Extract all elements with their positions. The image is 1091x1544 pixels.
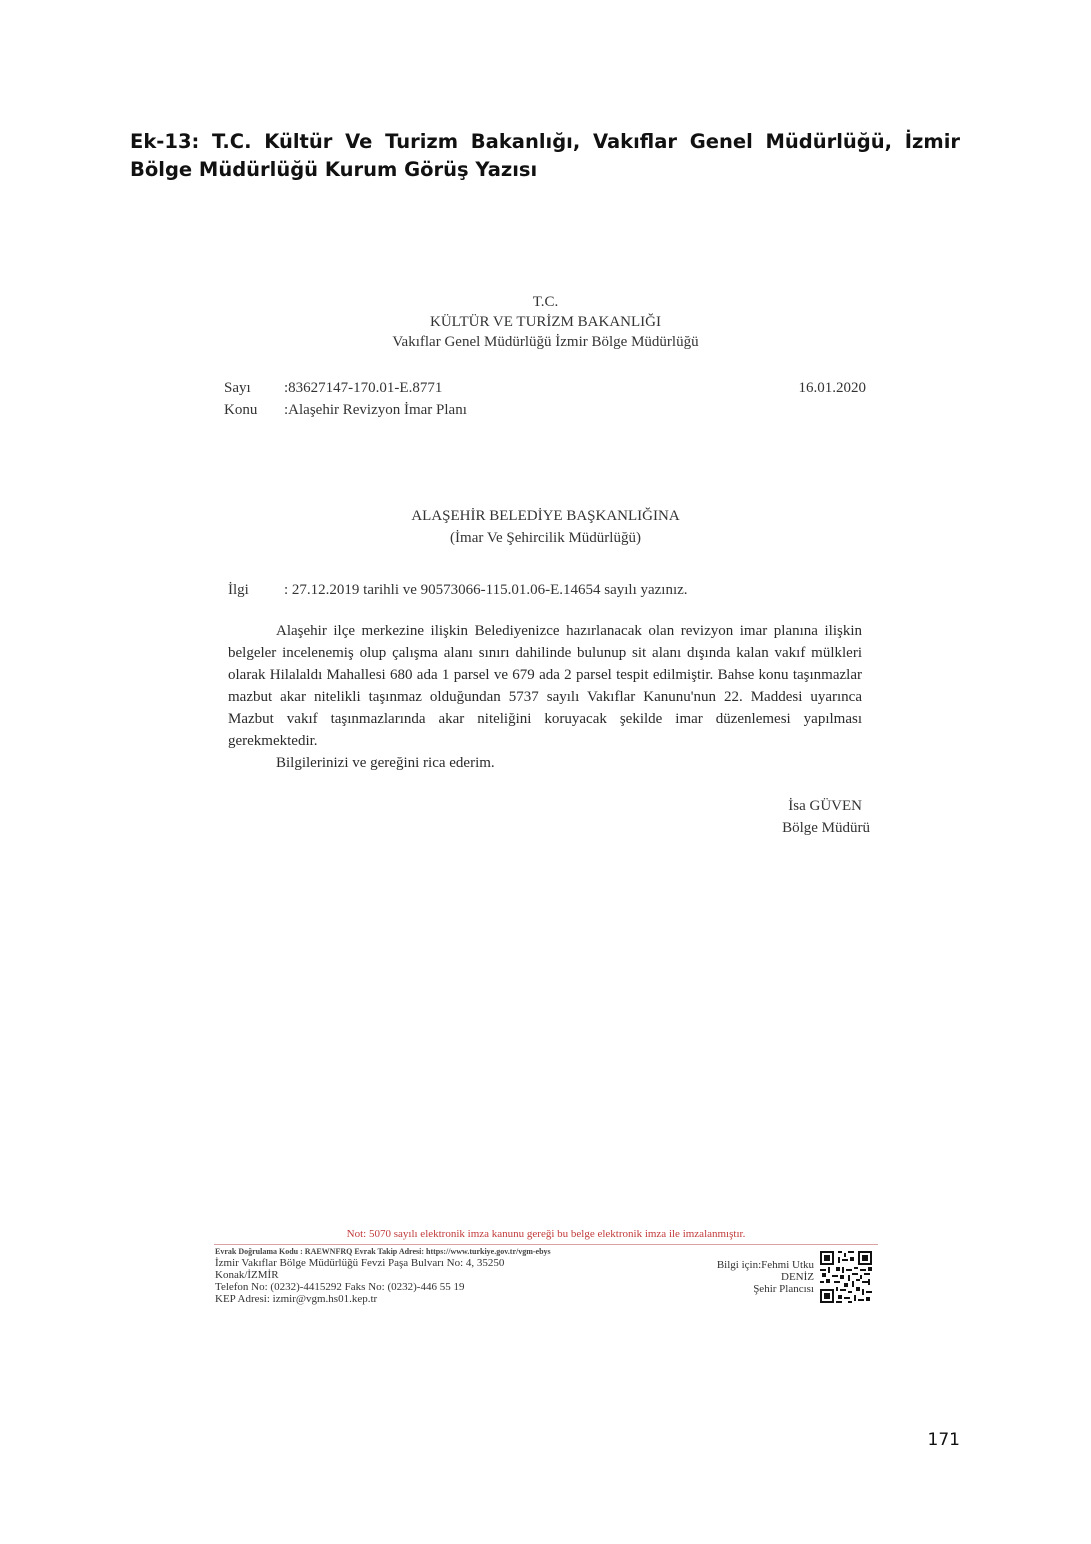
- letter-body: [228, 620, 862, 774]
- qr-code-icon: [820, 1251, 872, 1303]
- signer-name: İsa GÜVEN: [788, 798, 862, 814]
- meta-number-row: [224, 380, 442, 397]
- address-line-1: İzmir Vakıflar Bölge Müdürlüğü Fevzi Paşa Bulvarı No: 4, 35250: [215, 1257, 505, 1269]
- info-line-2: DENİZ: [781, 1271, 814, 1283]
- page-number: 171: [927, 1430, 960, 1450]
- org-ministry: KÜLTÜR VE TURİZM BAKANLIĞI: [430, 314, 661, 330]
- meta-subject-label: Konu: [224, 402, 258, 418]
- meta-date: 16.01.2020: [798, 380, 866, 396]
- kep-address: KEP Adresi: izmir@vgm.hs01.kep.tr: [215, 1293, 378, 1305]
- esign-note: Not: 5070 sayılı elektronik imza kanunu gereği bu belge elektronik imza ile imzalanmıştır.: [346, 1228, 746, 1240]
- org-directorate: Vakıflar Genel Müdürlüğü İzmir Bölge Müdürlüğü: [392, 334, 699, 350]
- body-paragraph-1: Alaşehir ilçe merkezine ilişkin Belediyenizce hazırlanacak olan revizyon imar planına ilişkin belgeler incelenemiş olup çalışma alanı sınırı dahilinde bulunup sit alanı dışında kalan vakıf mülkleri olarak Hilalaldı Mahallesi 680 ada 1 parsel ve 679 ada 2 parsel tespit edilmiştir. Bahse konu taşınmazlar mazbut akar nitelikli taşınmaz olduğundan 5737 sayılı Vakıflar Kanunu'nun 22. Maddesi uyarınca Mazbut vakıf taşınmazlarında akar niteliğini koruyacak şekilde imar düzenlemesi yapılması gerekmektedir.: [228, 623, 862, 749]
- body-paragraph-2: Bilgilerinizi ve gereğini rica ederim.: [276, 755, 495, 771]
- meta-subject-row: [224, 402, 467, 419]
- address-line-2: Konak/İZMİR: [215, 1269, 279, 1281]
- recipient-line-2: (İmar Ve Şehircilik Müdürlüğü): [450, 530, 641, 546]
- meta-subject-value: :Alaşehir Revizyon İmar Planı: [284, 402, 467, 418]
- reference-value: : 27.12.2019 tarihli ve 90573066-115.01.06-E.14654 sayılı yazınız.: [284, 582, 688, 598]
- meta-number-value: :83627147-170.01-E.8771: [284, 380, 443, 396]
- signer-title: Bölge Müdürü: [782, 820, 870, 836]
- reference-label: İlgi: [228, 582, 249, 598]
- info-line-3: Şehir Plancısı: [753, 1283, 814, 1295]
- org-country: T.C.: [532, 294, 559, 310]
- phone-fax: Telefon No: (0232)-4415292 Faks No: (0232)-446 55 19: [215, 1281, 465, 1293]
- meta-number-label: Sayı: [224, 380, 251, 396]
- footer-divider: [214, 1244, 878, 1245]
- page-heading: Ek-13: T.C. Kültür Ve Turizm Bakanlığı, Vakıflar Genel Müdürlüğü, İzmir Bölge Müdürlüğü Kurum Görüş Yazısı: [130, 130, 960, 181]
- reference-line: [228, 582, 688, 599]
- recipient-line-1: ALAŞEHİR BELEDİYE BAŞKANLIĞINA: [411, 508, 680, 524]
- footer-contact: [215, 1247, 685, 1305]
- verification-code: Evrak Doğrulama Kodu : RAEWNFRQ Evrak Takip Adresi: https://www.turkiye.gov.tr/vgm-ebys: [215, 1247, 551, 1256]
- info-line-1: Bilgi için:Fehmi Utku: [716, 1259, 814, 1271]
- footer-info-contact: [680, 1259, 814, 1295]
